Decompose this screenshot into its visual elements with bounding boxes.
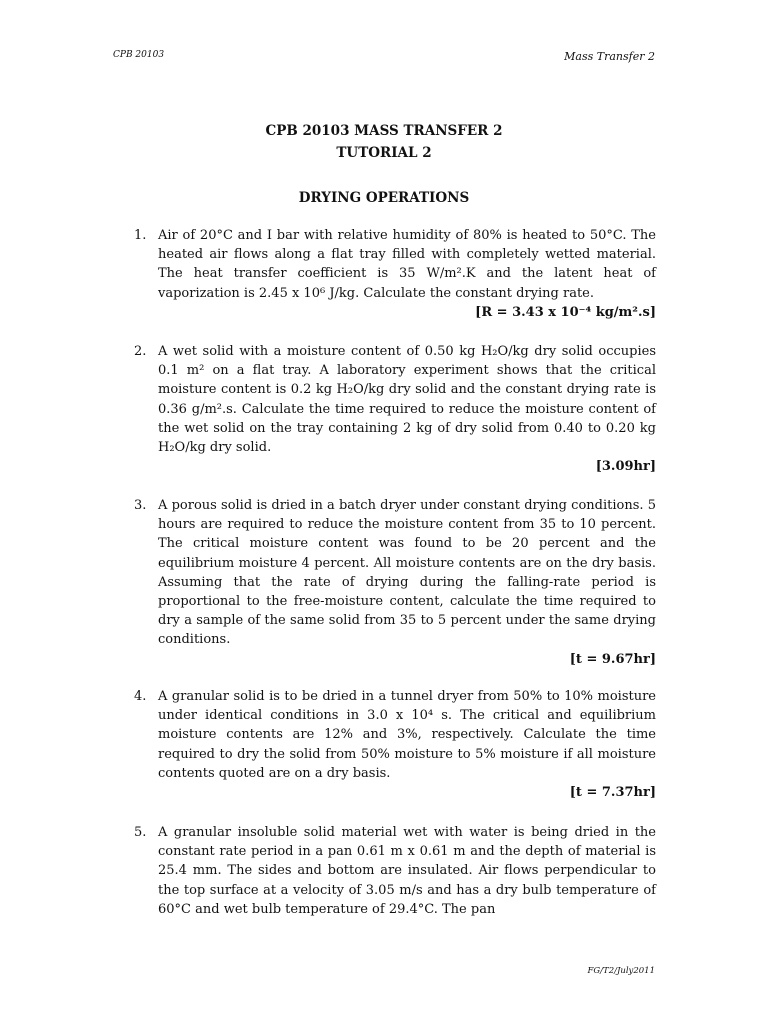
question-number: 4.	[134, 689, 147, 704]
footer-code: FG/T2/July2011	[587, 966, 655, 976]
question-text: A wet solid with a moisture content of 0.50 kg H₂O/kg dry solid occupies 0.1 m² on a flat tray. A laboratory experiment shows that the critical moisture content is 0.2 kg H₂O/kg dry solid and the constant drying rate is 0.36 g/m².s. Calculate the time required to reduce the moisture content of the wet solid on the tray containing 2 kg of dry solid from 0.40 to 0.20 kg H₂O/kg dry solid.	[158, 344, 656, 456]
question-text: A granular insoluble solid material wet with water is being dried in the constant rate period in a pan 0.61 m x 0.61 m and the depth of material is 25.4 mm. The sides and bottom are insulated. Air flows perpendicular to the top surface at a velocity of 3.05 m/s and has a dry bulb temperature of 60°C and wet bulb temperature of 29.4°C. The pan	[158, 825, 656, 917]
question-answer: [t = 7.37hr]	[569, 785, 656, 801]
section-title: DRYING OPERATIONS	[298, 190, 470, 206]
header-course-code: CPB 20103	[113, 50, 165, 60]
header-course-name: Mass Transfer 2	[564, 50, 655, 63]
question-text: A granular solid is to be dried in a tunnel dryer from 50% to 10% moisture under identical conditions in 3.0 x 10⁴ s. The critical and equilibrium moisture contents are 12% and 3%, respectively. Calculate the time required to dry the solid from 50% moisture to 5% moisture if all moisture contents quoted are on a dry basis.	[158, 689, 656, 781]
question-4	[134, 687, 656, 802]
question-text: A porous solid is dried in a batch dryer under constant drying conditions. 5 hours are required to reduce the moisture content from 35 to 10 percent. The critical moisture content was found to be 20 percent and the equilibrium moisture 4 percent. All moisture contents are on the dry basis. Assuming that the rate of drying during the falling-rate period is proportional to the free-moisture content, calculate the time required to dry a sample of the same solid from 35 to 5 percent under the same drying conditions.	[158, 498, 656, 648]
question-number: 3.	[134, 498, 147, 513]
course-title: CPB 20103 MASS TRANSFER 2	[265, 123, 503, 139]
title-block	[0, 120, 768, 209]
question-answer: [t = 9.67hr]	[569, 651, 656, 667]
question-3	[134, 496, 656, 669]
question-number: 5.	[134, 825, 147, 840]
question-2	[134, 342, 656, 476]
question-number: 1.	[134, 228, 147, 243]
question-number: 2.	[134, 344, 147, 359]
question-text: Air of 20°C and I bar with relative humidity of 80% is heated to 50°C. The heated air flows along a flat tray filled with completely wetted material. The heat transfer coefficient is 35 W/m².K and the latent heat of vaporization is 2.45 x 10⁶ J/kg. Calculate the constant drying rate.	[158, 228, 656, 301]
tutorial-title: TUTORIAL 2	[336, 145, 432, 161]
question-5	[134, 823, 656, 919]
question-answer: [3.09hr]	[595, 459, 656, 475]
question-answer: [R = 3.43 x 10⁻⁴ kg/m².s]	[475, 304, 656, 320]
question-1	[134, 226, 656, 322]
